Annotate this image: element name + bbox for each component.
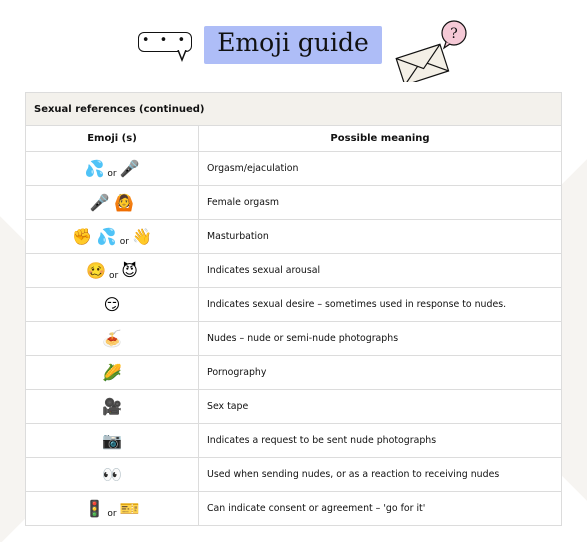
or-connector: or — [109, 270, 119, 281]
table-row — [26, 322, 562, 356]
svg-text:?: ? — [450, 26, 458, 42]
page-header — [0, 0, 587, 90]
emoji-glyph: 🚦 — [84, 498, 105, 518]
emoji-glyph: 🎫 — [119, 498, 140, 518]
title-banner — [204, 26, 382, 64]
or-connector: or — [107, 168, 117, 179]
emoji-glyph: 🥴 — [86, 260, 106, 280]
meaning-cell: Masturbation — [199, 220, 562, 254]
envelope-question-icon — [392, 16, 472, 82]
section-title: Sexual references (continued) — [26, 93, 562, 126]
column-header-row — [26, 126, 562, 152]
emoji-cell — [26, 424, 199, 458]
table-row — [26, 458, 562, 492]
emoji-cell — [26, 220, 199, 254]
emoji-glyph: 💦 — [84, 158, 105, 178]
chat-bubble-tail-icon — [176, 50, 190, 62]
emoji-cell — [26, 492, 199, 526]
meaning-cell: Pornography — [199, 356, 562, 390]
table-row — [26, 186, 562, 220]
emoji-cell — [26, 322, 199, 356]
emoji-glyph: 🎥 — [102, 397, 122, 416]
emoji-cell — [26, 288, 199, 322]
column-header-meaning: Possible meaning — [199, 126, 562, 152]
meaning-cell: Sex tape — [199, 390, 562, 424]
emoji-cell — [26, 152, 199, 186]
meaning-cell: Nudes – nude or semi-nude photographs — [199, 322, 562, 356]
emoji-glyph: 👀 — [102, 465, 122, 484]
table-row — [26, 424, 562, 458]
emoji-glyph: 😏 — [103, 295, 121, 314]
emoji-glyph: 🌽 — [102, 363, 122, 382]
emoji-glyph: 🙆 — [114, 193, 135, 212]
emoji-glyph: 😈 — [121, 260, 138, 280]
table-row — [26, 492, 562, 526]
emoji-cell — [26, 356, 199, 390]
chat-bubble-icon — [138, 32, 192, 52]
meaning-cell: Indicates sexual arousal — [199, 254, 562, 288]
emoji-glyph: 🍝 — [102, 329, 122, 348]
or-connector: or — [119, 236, 129, 247]
emoji-cell — [26, 254, 199, 288]
emoji-glyph: 🎤 — [89, 193, 110, 212]
section-header-row — [26, 93, 562, 126]
emoji-cell — [26, 186, 199, 220]
emoji-glyph: 🎤 — [119, 158, 140, 178]
page-title: Emoji guide — [217, 28, 369, 57]
table-row — [26, 220, 562, 254]
meaning-cell: Female orgasm — [199, 186, 562, 220]
emoji-glyph: 📷 — [102, 431, 122, 450]
table-row — [26, 288, 562, 322]
table-row — [26, 254, 562, 288]
emoji-glyph: 👋 — [131, 226, 152, 246]
table-row — [26, 152, 562, 186]
emoji-glyph: ✊ — [72, 226, 93, 246]
emoji-cell — [26, 458, 199, 492]
meaning-cell: Indicates a request to be sent nude photographs — [199, 424, 562, 458]
emoji-guide-table — [25, 92, 562, 526]
column-header-emoji: Emoji (s) — [26, 126, 199, 152]
emoji-cell — [26, 390, 199, 424]
chat-dots: • • • — [141, 33, 189, 48]
meaning-cell: Indicates sexual desire – sometimes used in response to nudes. — [199, 288, 562, 322]
meaning-cell: Orgasm/ejaculation — [199, 152, 562, 186]
meaning-cell: Can indicate consent or agreement – 'go for it' — [199, 492, 562, 526]
emoji-glyph: 💦 — [96, 226, 117, 246]
table-row — [26, 390, 562, 424]
meaning-cell: Used when sending nudes, or as a reaction to receiving nudes — [199, 458, 562, 492]
table-row — [26, 356, 562, 390]
or-connector: or — [107, 508, 117, 519]
